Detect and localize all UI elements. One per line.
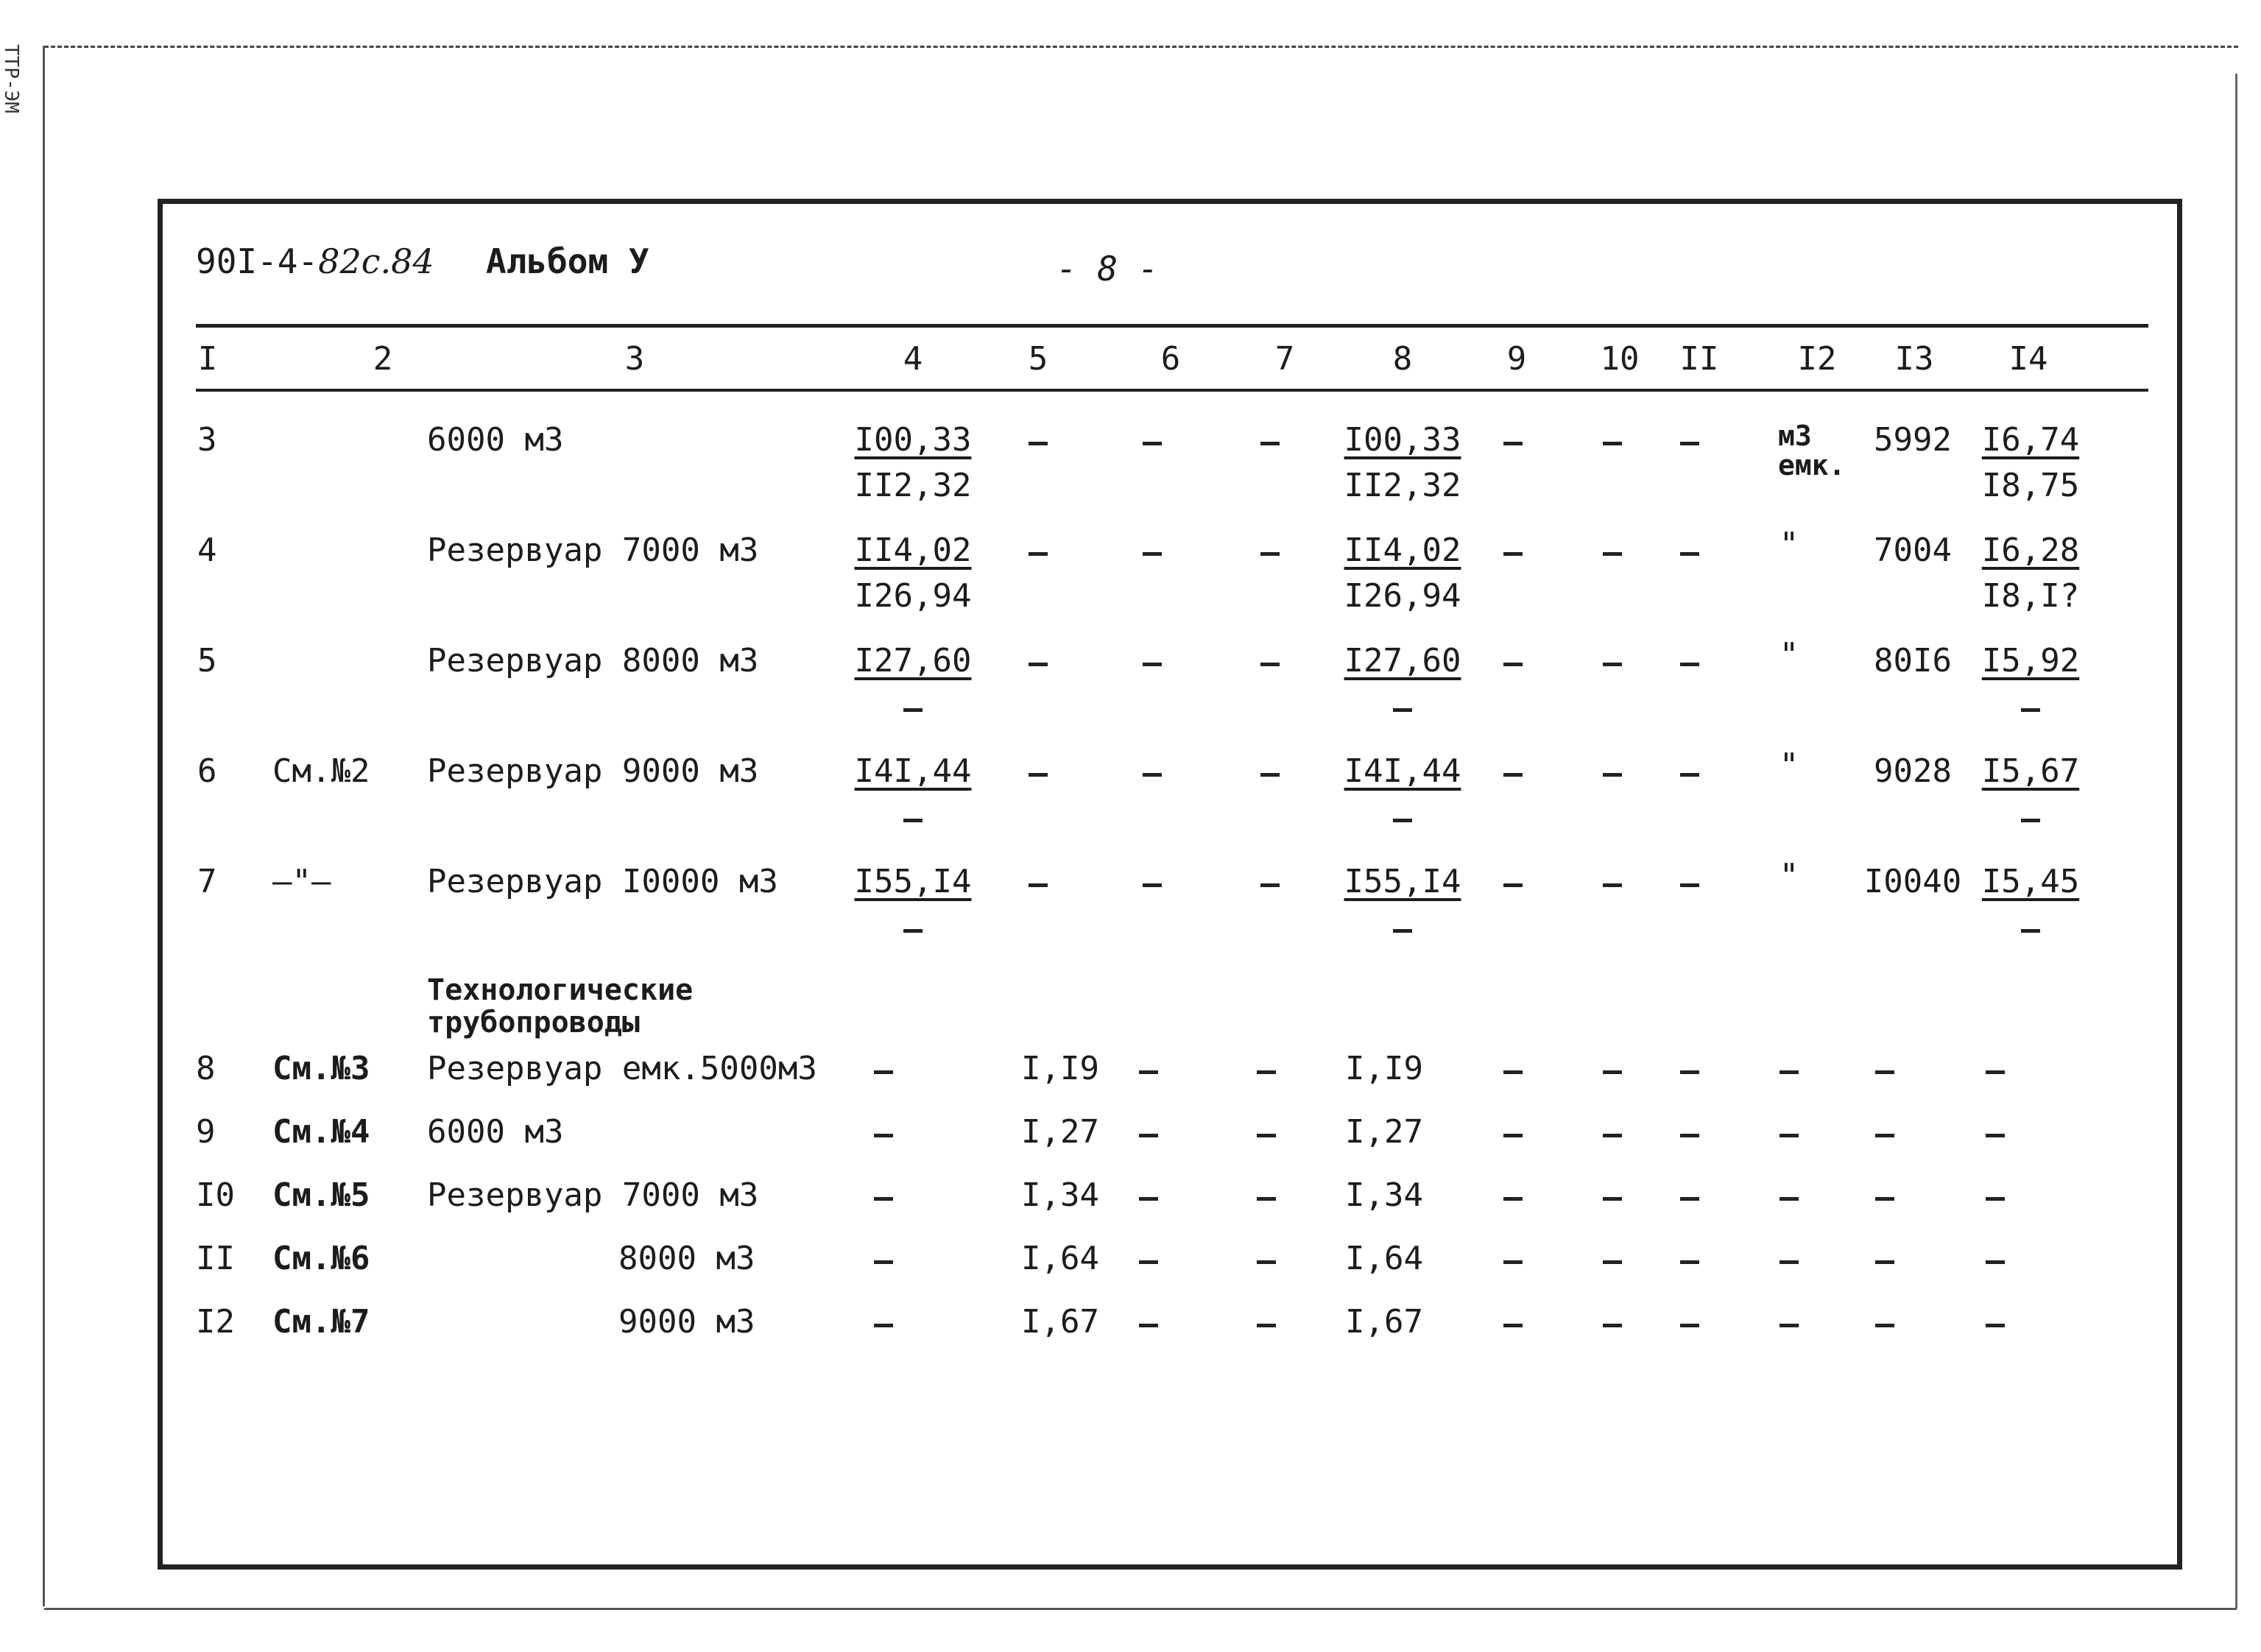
cell-c12: м3 емк.	[1778, 420, 1846, 481]
cell-c5	[1029, 773, 1048, 777]
header-rule-top	[196, 324, 2148, 328]
column-header-8: 8	[1392, 340, 1413, 378]
cell-c13	[1875, 1260, 1894, 1264]
cell-c8: I,67	[1345, 1303, 1423, 1341]
cell-c8-top: II4,02	[1344, 532, 1461, 569]
cell-c5	[1029, 442, 1048, 445]
column-header-9: 9	[1506, 340, 1527, 378]
cell-c12	[1779, 1197, 1799, 1201]
side-stamp: ТТР-ЭМ	[0, 44, 22, 113]
row-reference: См.№7	[272, 1303, 370, 1341]
row-number: I0	[196, 1176, 235, 1214]
cell-c9	[1503, 1070, 1523, 1074]
cell-c7	[1260, 442, 1280, 445]
cell-c11	[1680, 1070, 1699, 1074]
cell-c4	[874, 1134, 893, 1137]
cell-c6	[1143, 552, 1162, 556]
row-number: 9	[196, 1113, 216, 1151]
cell-c8-top: I27,60	[1344, 642, 1461, 679]
cell-c11	[1680, 1324, 1699, 1327]
column-header-2: 2	[373, 340, 393, 378]
row-name: 8000 м3	[618, 1240, 755, 1277]
sheet-border-right	[2235, 74, 2237, 1609]
column-header-3: 3	[624, 340, 645, 378]
cell-c13: 80I6	[1874, 642, 1952, 679]
column-header-12: I2	[1797, 340, 1837, 378]
cell-c4-bottom: II2,32	[854, 467, 972, 504]
cell-c6	[1139, 1324, 1158, 1327]
cell-c14-top: I6,74	[1981, 421, 2080, 459]
row-reference: –"–	[272, 863, 331, 900]
doc-code-printed: 90I-4-	[196, 241, 319, 281]
cell-c13: 7004	[1874, 532, 1952, 569]
cell-c4-top: I4I,44	[854, 752, 972, 790]
row-name: Резервуар 7000 м3	[427, 532, 759, 569]
cell-c7	[1257, 1070, 1276, 1074]
row-number: 7	[197, 863, 217, 900]
cell-c13	[1875, 1134, 1894, 1137]
cell-c8-bottom	[1393, 929, 1412, 933]
cell-c5	[1029, 663, 1048, 666]
row-name: Резервуар I0000 м3	[427, 863, 778, 900]
cell-c8: I,34	[1345, 1176, 1423, 1214]
cell-c14	[1986, 1197, 2005, 1201]
column-header-7: 7	[1274, 340, 1295, 378]
cell-c14-top: I5,92	[1981, 642, 2080, 679]
cell-c12: "	[1779, 526, 1799, 563]
cell-c10	[1603, 442, 1622, 445]
cell-c14	[1986, 1324, 2005, 1327]
cell-c8-top: I4I,44	[1344, 752, 1461, 790]
cell-c9	[1503, 442, 1523, 445]
cell-c9	[1503, 663, 1523, 666]
cell-c12	[1779, 1324, 1799, 1327]
cell-c14-bottom	[2021, 708, 2040, 712]
row-number: 5	[197, 642, 217, 679]
cell-c14	[1986, 1260, 2005, 1264]
cell-c7	[1257, 1197, 1276, 1201]
album-label: Альбом У	[486, 241, 649, 281]
cell-c6	[1139, 1070, 1158, 1074]
row-number: II	[196, 1240, 235, 1277]
row-number: 3	[197, 421, 217, 459]
cell-c6	[1139, 1134, 1158, 1137]
cell-c5: I,34	[1021, 1176, 1099, 1214]
row-number: 4	[197, 532, 217, 569]
cell-c9	[1503, 883, 1523, 887]
cell-c13	[1875, 1324, 1894, 1327]
cell-c5: I,67	[1021, 1303, 1099, 1341]
cell-c11	[1680, 1134, 1699, 1137]
row-reference: См.№6	[272, 1240, 370, 1277]
header-rule-bottom	[196, 389, 2148, 392]
cell-c5: I,27	[1021, 1113, 1099, 1151]
cell-c7	[1260, 663, 1280, 666]
cell-c4-bottom: I26,94	[854, 577, 972, 615]
cell-c7	[1260, 773, 1280, 777]
cell-c6	[1139, 1197, 1158, 1201]
cell-c12	[1779, 1134, 1799, 1137]
cell-c10	[1603, 552, 1622, 556]
cell-c11	[1680, 883, 1699, 887]
row-name: Резервуар 7000 м3	[427, 1176, 759, 1214]
cell-c4	[874, 1260, 893, 1264]
column-header-14: I4	[2008, 340, 2048, 378]
cell-c6	[1143, 773, 1162, 777]
row-name: Резервуар емк.5000м3	[427, 1050, 817, 1087]
cell-c7	[1257, 1260, 1276, 1264]
sheet-border-left	[43, 46, 45, 1606]
cell-c13	[1875, 1197, 1894, 1201]
document-code	[196, 241, 434, 281]
cell-c14-bottom	[2021, 929, 2040, 933]
sheet-border-top	[44, 46, 2238, 48]
cell-c12: "	[1779, 746, 1799, 784]
row-name: Резервуар 9000 м3	[427, 752, 759, 790]
cell-c5	[1029, 552, 1048, 556]
cell-c4-top: I27,60	[854, 642, 972, 679]
cell-c7	[1257, 1324, 1276, 1327]
cell-c6	[1143, 442, 1162, 445]
row-reference: См.№4	[272, 1113, 370, 1151]
row-number: 6	[197, 752, 217, 790]
cell-c13	[1875, 1070, 1894, 1074]
cell-c13: 5992	[1874, 421, 1952, 459]
cell-c12: "	[1779, 857, 1799, 894]
cell-c10	[1603, 1070, 1622, 1074]
cell-c8-top: I55,I4	[1344, 863, 1461, 900]
cell-c6	[1143, 663, 1162, 666]
cell-c13: 9028	[1874, 752, 1952, 790]
cell-c10	[1603, 1197, 1622, 1201]
cell-c11	[1680, 552, 1699, 556]
page-number: - 8 -	[1057, 249, 1159, 289]
cell-c8: I,64	[1345, 1240, 1423, 1277]
cell-c13: I0040	[1863, 863, 1962, 900]
row-reference: См.№5	[272, 1176, 370, 1214]
cell-c14	[1986, 1070, 2005, 1074]
cell-c10	[1603, 1134, 1622, 1137]
cell-c7	[1260, 883, 1280, 887]
section-title-line1: Технологические	[427, 973, 694, 1007]
sheet-border-bottom	[44, 1608, 2237, 1610]
column-header-10: 10	[1600, 340, 1640, 378]
column-header-1: I	[197, 340, 218, 378]
cell-c9	[1503, 1197, 1523, 1201]
cell-c8: I,I9	[1345, 1050, 1423, 1087]
row-number: 8	[196, 1050, 216, 1087]
cell-c4	[874, 1197, 893, 1201]
cell-c4	[874, 1070, 893, 1074]
cell-c8-bottom: I26,94	[1344, 577, 1461, 615]
column-header-11: II	[1679, 340, 1719, 378]
column-header-5: 5	[1028, 340, 1048, 378]
cell-c8-bottom: II2,32	[1344, 467, 1461, 504]
cell-c14	[1986, 1134, 2005, 1137]
cell-c9	[1503, 1134, 1523, 1137]
column-header-13: I3	[1894, 340, 1934, 378]
cell-c4-bottom	[903, 819, 923, 822]
cell-c11	[1680, 1197, 1699, 1201]
cell-c6	[1143, 883, 1162, 887]
cell-c8-top: I00,33	[1344, 421, 1461, 459]
cell-c5: I,64	[1021, 1240, 1099, 1277]
cell-c14-bottom: I8,75	[1981, 467, 2080, 504]
cell-c8-bottom	[1393, 819, 1412, 822]
cell-c4-top: I00,33	[854, 421, 972, 459]
cell-c5	[1029, 883, 1048, 887]
cell-c7	[1257, 1134, 1276, 1137]
cell-c11	[1680, 773, 1699, 777]
doc-code-handwritten: 82c.84	[318, 241, 434, 281]
cell-c10	[1603, 773, 1622, 777]
row-name: Резервуар 8000 м3	[427, 642, 759, 679]
cell-c6	[1139, 1260, 1158, 1264]
column-header-6: 6	[1160, 340, 1181, 378]
cell-c11	[1680, 663, 1699, 666]
cell-c8: I,27	[1345, 1113, 1423, 1151]
cell-c10	[1603, 1260, 1622, 1264]
row-reference: См.№3	[272, 1050, 370, 1087]
cell-c4-bottom	[903, 708, 923, 712]
cell-c14-bottom: I8,I?	[1981, 577, 2080, 615]
cell-c14-bottom	[2021, 819, 2040, 822]
cell-c9	[1503, 1324, 1523, 1327]
section-title-line2: трубопроводы	[427, 1006, 640, 1039]
row-name: 6000 м3	[427, 421, 564, 459]
cell-c4-top: II4,02	[854, 532, 972, 569]
cell-c10	[1603, 663, 1622, 666]
cell-c9	[1503, 1260, 1523, 1264]
row-number: I2	[196, 1303, 235, 1341]
cell-c11	[1680, 442, 1699, 445]
cell-c4-top: I55,I4	[854, 863, 972, 900]
cell-c14-top: I5,67	[1981, 752, 2080, 790]
cell-c9	[1503, 773, 1523, 777]
cell-c5: I,I9	[1021, 1050, 1099, 1087]
cell-c12	[1779, 1260, 1799, 1264]
cell-c8-bottom	[1393, 708, 1412, 712]
cell-c10	[1603, 1324, 1622, 1327]
row-name: 6000 м3	[427, 1113, 564, 1151]
cell-c4	[874, 1324, 893, 1327]
column-header-4: 4	[903, 340, 923, 378]
cell-c10	[1603, 883, 1622, 887]
cell-c4-bottom	[903, 929, 923, 933]
cell-c14-top: I6,28	[1981, 532, 2080, 569]
row-name: 9000 м3	[618, 1303, 755, 1341]
cell-c11	[1680, 1260, 1699, 1264]
row-reference: См.№2	[272, 752, 370, 790]
cell-c9	[1503, 552, 1523, 556]
cell-c7	[1260, 552, 1280, 556]
cell-c14-top: I5,45	[1981, 863, 2080, 900]
cell-c12: "	[1779, 636, 1799, 674]
cell-c12	[1779, 1070, 1799, 1074]
